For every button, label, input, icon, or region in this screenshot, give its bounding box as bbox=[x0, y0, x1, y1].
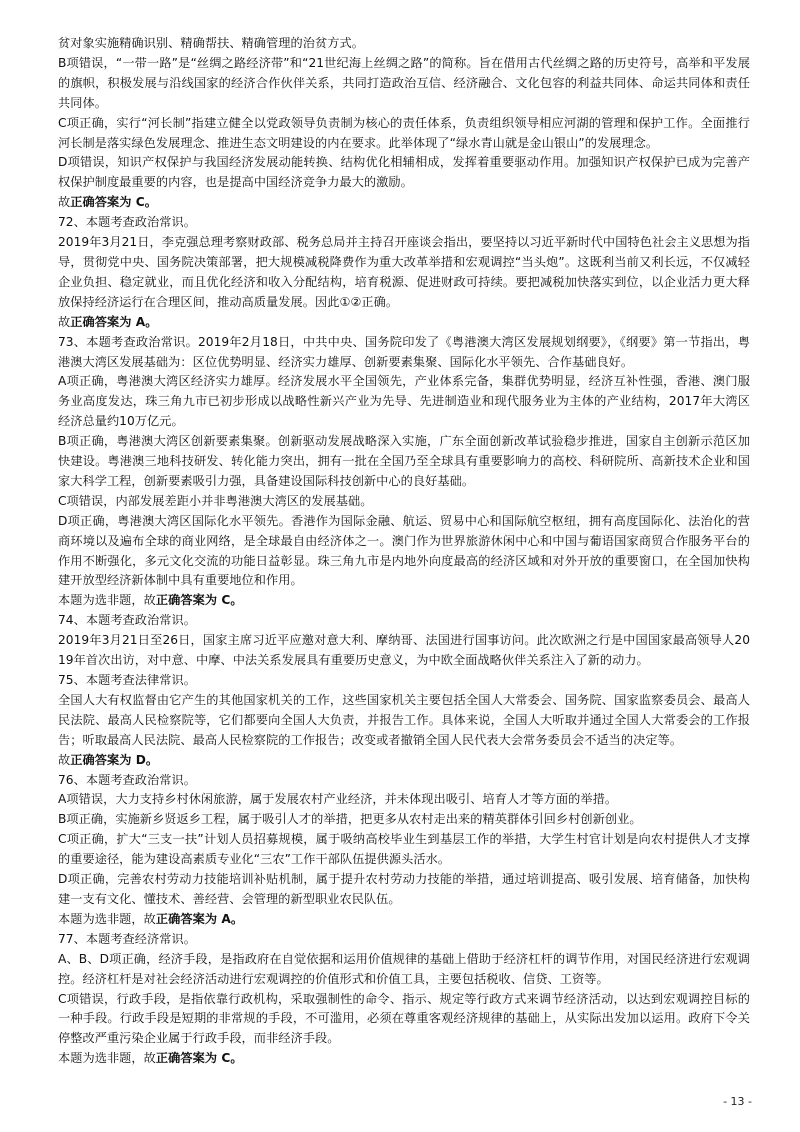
paragraph: A、B、D项正确，经济手段，是指政府在自觉依据和运用价值规律的基础上借助于经济杠杆的调节作用，对国民经济进行宏观调控。经济杠杆是对社会经济活动进行宏观调控的价值形式和价值工具，主要包括税收、信贷、工资等。 bbox=[58, 951, 750, 986]
paragraph: A项正确，粤港澳大湾区经济实力雄厚。经济发展水平全国领先，产业体系完备，集群优势明显，经济互补性强，香港、澳门服务业高度发达，珠三角九市已初步形成以战略性新兴产业为先导、先进制造业和现代服务业为主体的产业结构，2017年大湾区经济总量约10万亿元。 bbox=[58, 374, 750, 429]
answer-line bbox=[58, 751, 750, 771]
answer-line bbox=[58, 193, 750, 213]
answer-prefix: 本题为选非题，故 bbox=[58, 593, 156, 608]
paragraph: C项错误，行政手段，是指依靠行政机构，采取强制性的命令、指示、规定等行政方式来调节经济活动，以达到宏观调控目标的一种手段。行政手段是短期的非常规的手段，不可滥用，必须在尊重客观经济规律的基础上，从实际出发加以运用。政府下令关停整改严重污染企业属于行政手段，而非经济手段。 bbox=[58, 991, 750, 1046]
answer-text: 正确答案为 C。 bbox=[155, 593, 243, 608]
question-heading: 76、本题考查政治常识。 bbox=[58, 772, 196, 787]
paragraph: D项错误，知识产权保护与我国经济发展动能转换、结构优化相辅相成，发挥着重要驱动作用。加强知识产权保护已成为完善产权保护制度最重要的内容，也是提高中国经济竞争力最大的激励。 bbox=[58, 155, 750, 190]
answer-line bbox=[58, 591, 750, 611]
answer-text: 正确答案为 C。 bbox=[155, 1051, 243, 1066]
paragraph: B项错误，“一带一路”是“丝绸之路经济带”和“21世纪海上丝绸之路”的简称。旨在借用古代丝绸之路的历史符号，高举和平发展的旗帜，积极发展与沿线国家的经济合作伙伴关系，共同打造政治互信、经济融合、文化包容的利益共同体、命运共同体和责任共同体。 bbox=[58, 55, 750, 110]
paragraph: 全国人大有权监督由它产生的其他国家机关的工作，这些国家机关主要包括全国人大常委会、国务院、国家监察委员会、最高人民法院、最高人民检察院等，它们都要向全国人大负责，并报告工作。具体来说，全国人大听取并通过全国人大常委会的工作报告；听取最高人民法院、最高人民检察院的工作报告；改变或者撤销全国人民代表大会常务委员会不适当的决定等。 bbox=[58, 692, 750, 747]
answer-text: 正确答案为 A。 bbox=[70, 314, 158, 329]
answer-text: 正确答案为 D。 bbox=[70, 752, 159, 767]
page-number: - 13 - bbox=[723, 1095, 752, 1108]
answer-prefix: 本题为选非题，故 bbox=[58, 911, 156, 926]
answer-explanations bbox=[58, 34, 750, 1069]
answer-line bbox=[58, 1049, 750, 1069]
answer-line bbox=[58, 313, 750, 333]
question-heading: 74、本题考查政治常识。 bbox=[58, 613, 196, 628]
paragraph: 贫对象实施精确识别、精确帮扶、精确管理的治贫方式。 bbox=[58, 36, 364, 50]
answer-prefix: 故 bbox=[58, 752, 71, 767]
answer-text: 正确答案为 C。 bbox=[70, 195, 157, 210]
paragraph: C项正确，实行“河长制”指建立健全以党政领导负责制为核心的责任体系，负责组织领导相应河湖的管理和保护工作。全面推行河长制是落实绿色发展理念、推进生态文明建设的内在要求。此举体现了“绿水青山就是金山银山”的发展理念。 bbox=[58, 115, 750, 150]
question-heading: 72、本题考查政治常识。 bbox=[58, 215, 196, 230]
question-heading: 77、本题考查经济常识。 bbox=[58, 931, 196, 946]
paragraph: C项错误，内部发展差距小并非粤港澳大湾区的发展基础。 bbox=[58, 493, 373, 508]
paragraph: C项正确，扩大“三支一扶”计划人员招募规模，属于吸纳高校毕业生到基层工作的举措，大学生村官计划是向农村提供人才支撑的重要途径，能为建设高素质专业化“三农”工作干部队伍提供源头活水。 bbox=[58, 832, 750, 867]
answer-prefix: 本题为选非题，故 bbox=[58, 1051, 156, 1066]
answer-line bbox=[58, 910, 750, 930]
paragraph: A项错误，大力支持乡村休闲旅游，属于发展农村产业经济，并未体现出吸引、培育人才等方面的举措。 bbox=[58, 792, 618, 807]
answer-text: 正确答案为 A。 bbox=[155, 911, 244, 926]
answer-prefix: 故 bbox=[58, 314, 71, 329]
paragraph: D项正确，完善农村劳动力技能培训补贴机制，属于提升农村劳动力技能的举措，通过培训提高、吸引发展、培育储备，加快构建一支有文化、懂技术、善经营、会管理的新型职业农民队伍。 bbox=[58, 872, 750, 906]
question-heading: 75、本题考查法律常识。 bbox=[58, 673, 196, 687]
paragraph: B项正确，实施新乡贤返乡工程，属于吸引人才的举措，把更多从农村走出来的精英群体引回乡村创新创业。 bbox=[58, 812, 642, 827]
paragraph: 2019年3月21日至26日，国家主席习近平应邀对意大利、摩纳哥、法国进行国事访问。此次欧洲之行是中国国家最高领导人2019年首次出访，对中意、中摩、中法关系发展具有重要历史意义，为中欧全面战略伙伴关系注入了新的动力。 bbox=[58, 633, 750, 668]
paragraph: B项正确，粤港澳大湾区创新要素集聚。创新驱动发展战略深入实施，广东全面创新改革试验稳步推进，国家自主创新示范区加快建设。粤港澳三地科技研发、转化能力突出，拥有一批在全国乃至全球具有重要影响力的高校、科研院所、高新技术企业和国家大科学工程，创新要素吸引力强，具备建设国际科技创新中心的良好基础。 bbox=[58, 434, 750, 488]
paragraph: 2019年3月21日，李克强总理考察财政部、税务总局并主持召开座谈会指出，要坚持以习近平新时代中国特色社会主义思想为指导，贯彻党中央、国务院决策部署，把大规模减税降费作为重大改革举措和宏观调控“当头炮”。这既利当前又利长远，不仅减轻企业负担、稳定就业，而且优化经济和收入分配结构，培育税源、促进财政可持续。要把减税加快落实到位，以企业活力更大释放保持经济运行在合理区间，推动高质量发展。因此①②正确。 bbox=[58, 235, 750, 309]
question-heading: 73、本题考查政治常识。2019年2月18日，中共中央、国务院印发了《粤港澳大湾区发展规划纲要》，《纲要》第一节指出，粤港澳大湾区发展基础为：区位优势明显、经济实力雄厚、创新要素集聚、国际化水平领先、合作基础良好。 bbox=[58, 334, 750, 369]
paragraph: D项正确，粤港澳大湾区国际化水平领先。香港作为国际金融、航运、贸易中心和国际航空枢纽，拥有高度国际化、法治化的营商环境以及遍布全球的商业网络，是全球最自由经济体之一。澳门作为世界旅游休闲中心和中国与葡语国家商贸合作服务平台的作用不断强化，多元文化交流的功能日益彰显。珠三角九市是内地外向度最高的经济区域和对外开放的重要窗口，在全国加快构建开放型经济新体制中具有重要地位和作用。 bbox=[58, 513, 750, 588]
answer-prefix: 故 bbox=[58, 195, 71, 210]
